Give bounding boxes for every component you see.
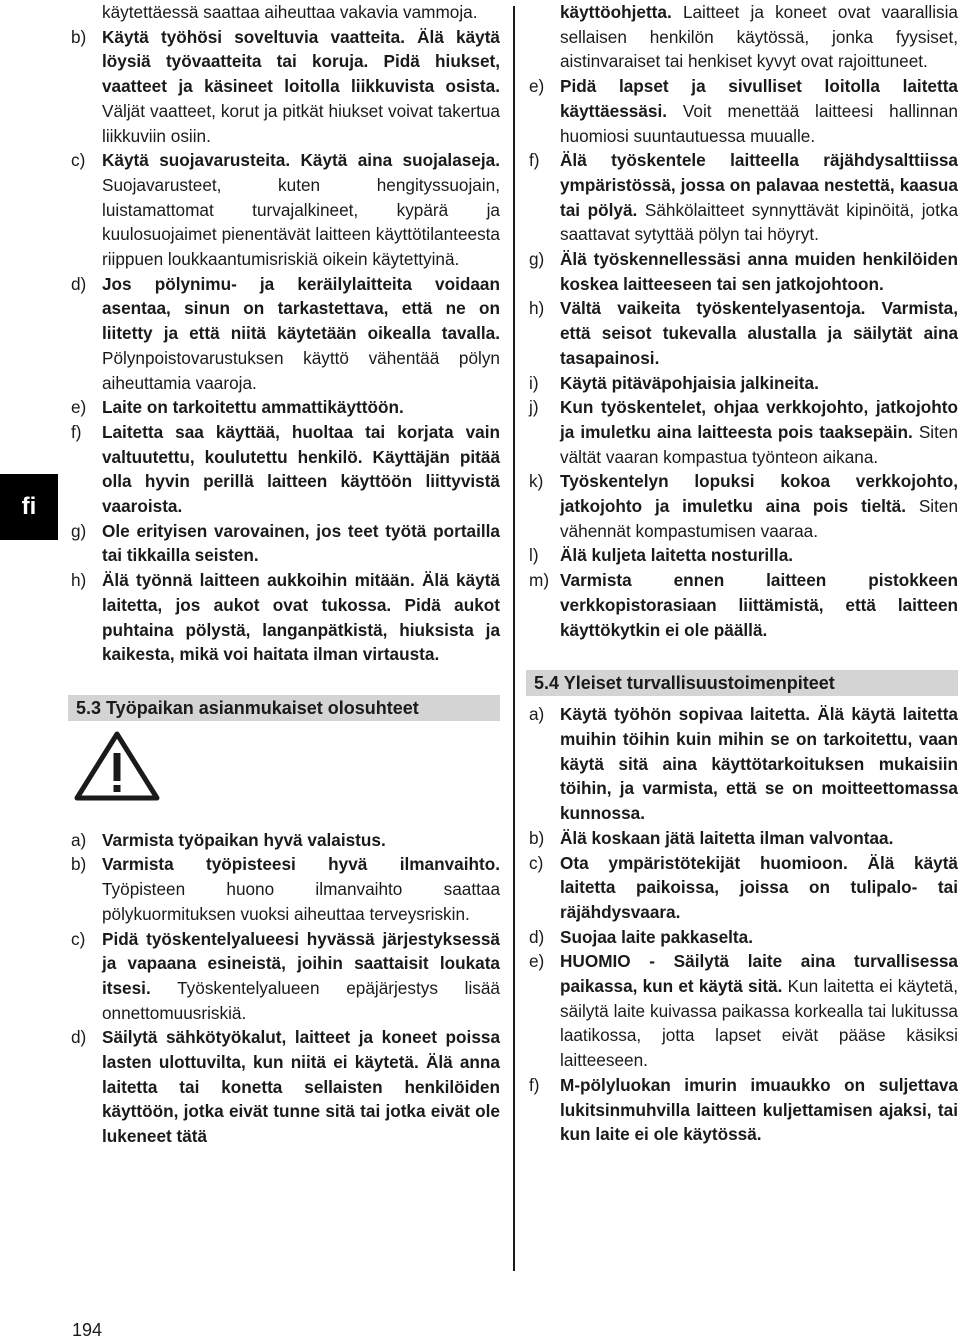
column-divider [513,6,515,1271]
item-bold-text: Ota ympäristötekijät huomioon. Älä käytä laitetta paikoissa, joissa on tulipalo- tai räjähdysvaara. [560,852,958,922]
item-bold-text: Laitetta saa käyttää, huoltaa tai korjata vain valtuutettu, koulutettu henkilö. Käyttäjän pitää olla hyvin perillä laitteen käyttöön liittyvistä vaaroista. [102,421,500,517]
right-column [526,0,958,1147]
item-normal-text: Kun laitetta ei käytetä, säilytä laite kuivassa paikassa korkealla tai lukitussa laatikossa, jotta lapset eivät pääse käsiksi laitteeseen. [560,976,958,1071]
item-bold-text: Ole erityisen varovainen, jos teet työtä portailla tai tikkailla seisten. [102,520,500,566]
item-label: d) [71,1027,87,1048]
left-item-list [68,25,500,667]
item-label: m) [529,570,550,591]
item-label: d) [529,926,545,947]
list-item-continuation [526,0,958,74]
item-normal-text: Siten vältät vaaran kompastua työnteon aikana. [560,421,958,467]
item-bold-text: Vältä vaikeita työskentelyasentoja. Varmista, että seisot tukevalla alustalla ja säilytät aina tasapainosi. [560,298,958,368]
item-bold-text: Älä työnnä laitteen aukkoihin mitään. Älä käytä laitetta, jos aukot ovat tukossa. Pidä aukot puhtaina pölystä, langanpätkistä, hiuksista ja kaikesta, mikä voi haitata ilman virtausta. [102,570,500,665]
item-bold-text: Käytä työhön sopivaa laitetta. Älä käytä laitetta muihin töihin kuin mihin se on tarkoitettu, vaan käytä sitä aina käyttötarkoituksen mukaisiin töihin, ja varmista, että se on moitteettomassa kunnossa. [560,704,958,824]
section-5-3-list [68,828,500,1149]
item-label: c) [529,852,544,873]
item-label: f) [71,421,82,442]
item-label: a) [529,704,545,725]
item-normal-text: Pölynpoistovarustuksen käyttö vähentää pölyn aiheuttamia vaaroja. [102,347,500,393]
item-bold-text: Älä työskentele laitteella räjähdysalttiissa ympäristössä, jossa on palavaa nestettä, kaasua tai pölyä. [560,150,958,220]
list-item [68,25,500,149]
list-item [526,296,958,370]
item-bold-text: Työskentelyn lopuksi kokoa verkkojohto, jatkojohto ja imuletku aina pois tieltä. [560,471,958,517]
item-text: käytettäessä saattaa aiheuttaa vakavia vammoja. [102,2,478,22]
item-bold-text: M-pölyluokan imurin imuaukko on suljettava lukitsinmuhvilla laitteen kuljettamisen ajaksi, tai kun laite ei ole käytössä. [560,1074,958,1145]
list-item [68,1025,500,1149]
item-normal-text: Laitteet ja koneet ovat vaarallisia sellaisen henkilön käytössä, jonka fyysiset, aistinvaraiset tai henkiset kyvyt ovat rajoittuneet. [560,2,958,72]
item-label: c) [71,150,86,171]
list-item [526,1073,958,1147]
item-label: d) [71,273,87,294]
item-bold-text: Varmista työpaikan hyvä valaistus. [102,829,386,850]
item-label: b) [71,26,87,47]
item-label: b) [529,827,545,848]
warning-triangle-icon [74,731,160,801]
list-item [526,543,958,568]
item-label: h) [529,298,545,319]
list-item [68,828,500,853]
item-normal-text: Voit menettää laitteesi hallinnan huomiosi suuntautuessa muualle. [560,100,958,146]
language-tab: fi [0,474,58,540]
item-label: c) [71,928,86,949]
item-bold-text: käyttöohjetta. [560,2,672,22]
item-bold-text: Käytä pitäväpohjaisia jalkineita. [560,372,819,393]
list-item [526,247,958,296]
item-label: f) [529,150,540,171]
item-bold-text: Kun työskentelet, ohjaa verkkojohto, jatkojohto ja imuletku aina laitteesta pois taaksepäin. [560,397,958,442]
item-label: i) [529,372,539,393]
left-column [68,0,500,1149]
list-item [526,851,958,925]
list-item [526,702,958,826]
section-title-5-3: 5.3 Työpaikan asianmukaiset olosuhteet [68,695,500,721]
list-item [526,925,958,950]
item-label: e) [529,76,545,97]
item-normal-text: Työpisteen huono ilmanvaihto saattaa pölykuormituksen vuoksi aiheuttaa terveysriskin. [102,879,500,924]
list-item [68,519,500,568]
section-5-4-list [526,702,958,1147]
item-bold-text: Käytä suojavarusteita. Käytä aina suojalaseja. [102,150,500,171]
list-item [68,148,500,272]
item-bold-text: Varmista työpisteesi hyvä ilmanvaihto. [102,854,500,875]
item-label: j) [529,397,539,418]
list-item [68,927,500,1026]
list-item [526,949,958,1073]
item-label: h) [71,570,87,591]
list-item [68,420,500,519]
item-normal-text: Sähkölaitteet synnyttävät kipinöitä, jotka saattavat sytyttää pölyn tai höyryt. [560,199,958,245]
list-item [526,371,958,396]
item-bold-text: Säilytä sähkötyökalut, laitteet ja koneet poissa lasten ulottuvilta, kun niitä ei käytetä. Älä anna laitetta tai konetta sellaisten henkilöiden käyttöön, jotka eivät tunne sitä tai jotka eivät ole lukeneet tätä [102,1027,500,1147]
item-bold-text: HUOMIO - Säilytä laite aina turvallisessa paikassa, kun et käytä sitä. [560,951,958,997]
list-item [526,74,958,148]
item-bold-text: Varmista ennen laitteen pistokkeen verkkopistorasiaan liittämistä, että laitteen käyttökytkin ei ole päällä. [560,570,958,640]
list-item [526,395,958,469]
list-item [526,469,958,543]
section-title-5-4: 5.4 Yleiset turvallisuustoimenpiteet [526,670,958,696]
item-label: l) [529,545,539,566]
right-item-list [526,74,958,642]
item-label: e) [529,951,545,972]
item-label: e) [71,397,87,418]
list-item [526,148,958,247]
list-item [68,395,500,420]
item-normal-text: Väljät vaatteet, korut ja pitkät hiukset voivat takertua liikkuviin osiin. [102,100,500,146]
item-bold-text: Käytä työhösi soveltuvia vaatteita. Älä käytä löysiä työvaatteita tai koruja. Pidä hiukset, vaatteet ja käsineet loitolla liikkuvista osista. [102,26,500,97]
item-label: g) [71,520,87,541]
item-bold-text: Älä koskaan jätä laitetta ilman valvontaa. [560,827,894,848]
item-label: b) [71,854,87,875]
page-number: 194 [72,1320,103,1340]
item-normal-text: Siten vähennät kompastumisen vaaraa. [560,496,959,541]
item-normal-text: Työskentelyalueen epäjärjestys lisää onnettomuusriskiä. [102,977,500,1023]
item-bold-text: Pidä lapset ja sivulliset loitolla laitetta käyttäessäsi. [560,76,958,121]
item-label: k) [529,471,544,492]
item-bold-text: Älä työskennellessäsi anna muiden henkilöiden koskea laitteeseen tai sen jatkojohtoon. [560,249,958,294]
item-bold-text: Laite on tarkoitettu ammattikäyttöön. [102,397,404,418]
list-item-continuation [68,0,500,25]
item-label: a) [71,829,87,850]
item-bold-text: Jos pölynimu- ja keräilylaitteita voidaan asentaa, sinun on tarkastettava, että ne on liitetty ja että niitä käytetään oikealla tavalla. [102,273,500,344]
item-label: g) [529,249,545,270]
item-bold-text: Suojaa laite pakkaselta. [560,926,753,947]
item-bold-text: Pidä työskentelyalueesi hyvässä järjestyksessä ja vapaana esineistä, joihin saattaisit loukata itsesi. [102,928,500,998]
list-item [68,852,500,926]
list-item [68,568,500,667]
list-item [526,568,958,642]
list-item [526,826,958,851]
item-bold-text: Älä kuljeta laitetta nosturilla. [560,545,794,566]
list-item [68,272,500,396]
item-normal-text: Suojavarusteet, kuten hengityssuojain, luistamattomat turvajalkineet, kypärä ja kuulosuojaimet pienentävät laitteen käyttötilanteesta riippuen loukkaantumisriskiä oikein käytettyinä. [102,174,500,270]
item-label: f) [529,1074,540,1095]
